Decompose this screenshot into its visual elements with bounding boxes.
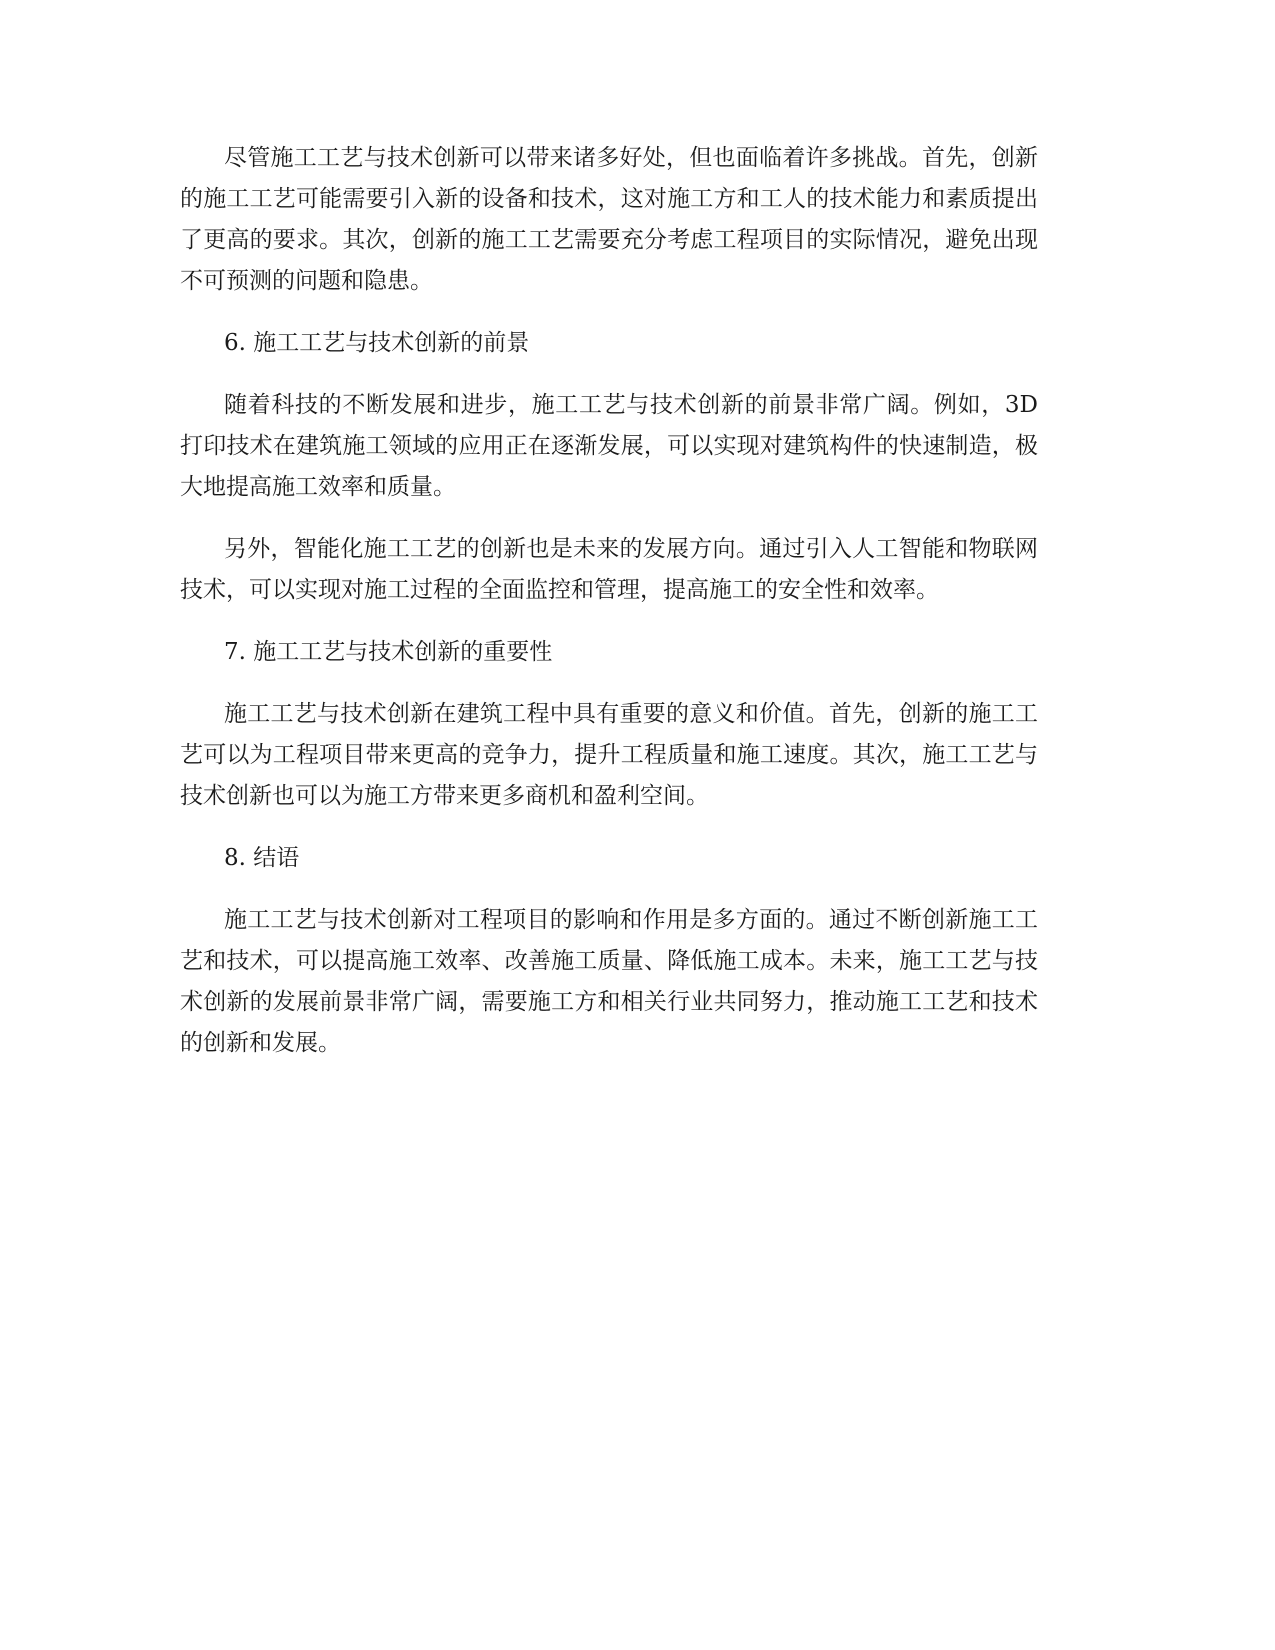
paragraph-challenges: 尽管施工工艺与技术创新可以带来诸多好处，但也面临着许多挑战。首先，创新的施工工艺可能需要引入新的设备和技术，这对施工方和工人的技术能力和素质提出了更高的要求。其次，创新的施工工艺需要充分考虑工程项目的实际情况，避免出现不可预测的问题和隐患。 [180, 145, 1038, 294]
paragraph-conclusion: 施工工艺与技术创新对工程项目的影响和作用是多方面的。通过不断创新施工工艺和技术，可以提高施工效率、改善施工质量、降低施工成本。未来，施工工艺与技术创新的发展前景非常广阔，需要施工方和相关行业共同努力，推动施工工艺和技术的创新和发展。 [180, 907, 1038, 1056]
document-body [180, 138, 1038, 1085]
section-heading-6: 6. 施工工艺与技术创新的前景 [224, 330, 530, 356]
paragraph-importance: 施工工艺与技术创新在建筑工程中具有重要的意义和价值。首先，创新的施工工艺可以为工程项目带来更高的竞争力，提升工程质量和施工速度。其次，施工工艺与技术创新也可以为施工方带来更多商机和盈利空间。 [180, 701, 1038, 809]
section-heading-8: 8. 结语 [224, 845, 300, 871]
section-heading-7: 7. 施工工艺与技术创新的重要性 [224, 639, 553, 665]
paragraph-prospects-smart: 另外，智能化施工工艺的创新也是未来的发展方向。通过引入人工智能和物联网技术，可以实现对施工过程的全面监控和管理，提高施工的安全性和效率。 [180, 536, 1038, 603]
paragraph-prospects-3d: 随着科技的不断发展和进步，施工工艺与技术创新的前景非常广阔。例如，3D打印技术在建筑施工领域的应用正在逐渐发展，可以实现对建筑构件的快速制造，极大地提高施工效率和质量。 [180, 392, 1038, 500]
